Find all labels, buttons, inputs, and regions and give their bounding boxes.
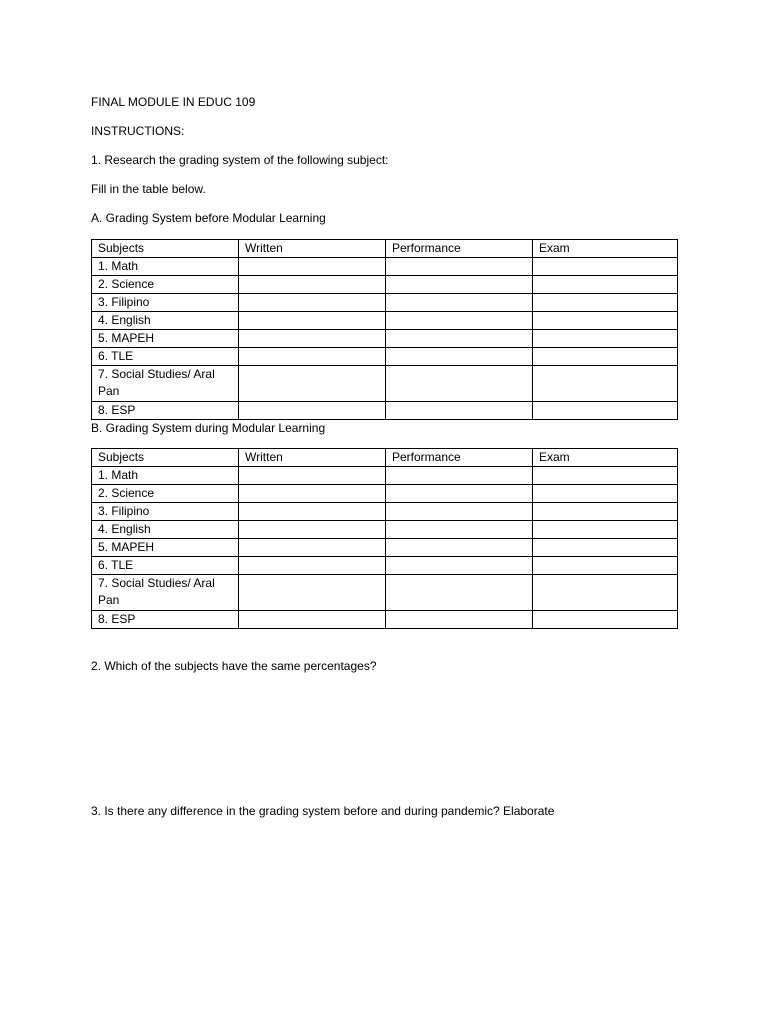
exam-cell[interactable] — [533, 366, 678, 402]
performance-cell[interactable] — [386, 348, 533, 366]
subject-cell: 1. Math — [92, 467, 239, 485]
table-row — [92, 402, 678, 420]
exam-cell[interactable] — [533, 312, 678, 330]
subject-cell: 8. ESP — [92, 611, 239, 629]
subject-cell: 6. TLE — [92, 557, 239, 575]
subject-cell: 2. Science — [92, 276, 239, 294]
table-row — [92, 294, 678, 312]
performance-cell[interactable] — [386, 467, 533, 485]
table-row — [92, 330, 678, 348]
written-cell[interactable] — [239, 294, 386, 312]
table-row — [92, 503, 678, 521]
header-performance: Performance — [386, 449, 533, 467]
table-row — [92, 467, 678, 485]
written-cell[interactable] — [239, 539, 386, 557]
written-cell[interactable] — [239, 575, 386, 611]
written-cell[interactable] — [239, 557, 386, 575]
subject-label: 7. Social Studies/ Aral Pan — [98, 576, 215, 607]
header-subjects: Subjects — [92, 449, 239, 467]
exam-cell[interactable] — [533, 348, 678, 366]
exam-cell[interactable] — [533, 467, 678, 485]
performance-cell[interactable] — [386, 485, 533, 503]
header-exam: Exam — [533, 449, 678, 467]
header-written: Written — [239, 240, 386, 258]
written-cell[interactable] — [239, 485, 386, 503]
table-header-row — [92, 449, 678, 467]
exam-cell[interactable] — [533, 294, 678, 312]
header-subjects: Subjects — [92, 240, 239, 258]
subject-cell: 1. Math — [92, 258, 239, 276]
exam-cell[interactable] — [533, 539, 678, 557]
table-row — [92, 258, 678, 276]
exam-cell[interactable] — [533, 575, 678, 611]
subject-cell: 2. Science — [92, 485, 239, 503]
subject-label: 7. Social Studies/ Aral Pan — [98, 367, 215, 398]
table-row — [92, 521, 678, 539]
written-cell[interactable] — [239, 258, 386, 276]
performance-cell[interactable] — [386, 521, 533, 539]
table-row — [92, 557, 678, 575]
subject-cell: 4. English — [92, 312, 239, 330]
table-row — [92, 575, 678, 611]
table-header-row — [92, 240, 678, 258]
written-cell[interactable] — [239, 348, 386, 366]
performance-cell[interactable] — [386, 402, 533, 420]
question-1: 1. Research the grading system of the following subject: — [91, 153, 389, 167]
table-row — [92, 539, 678, 557]
performance-cell[interactable] — [386, 539, 533, 557]
written-cell[interactable] — [239, 503, 386, 521]
table-row — [92, 312, 678, 330]
subject-cell: 3. Filipino — [92, 294, 239, 312]
table-row — [92, 485, 678, 503]
written-cell[interactable] — [239, 521, 386, 539]
exam-cell[interactable] — [533, 521, 678, 539]
header-written: Written — [239, 449, 386, 467]
performance-cell[interactable] — [386, 294, 533, 312]
exam-cell[interactable] — [533, 503, 678, 521]
performance-cell[interactable] — [386, 503, 533, 521]
written-cell[interactable] — [239, 366, 386, 402]
header-performance: Performance — [386, 240, 533, 258]
subject-cell: 6. TLE — [92, 348, 239, 366]
exam-cell[interactable] — [533, 611, 678, 629]
grading-table-before — [91, 239, 678, 420]
instructions-heading: INSTRUCTIONS: — [91, 124, 185, 138]
subject-cell: 8. ESP — [92, 402, 239, 420]
subject-cell: 3. Filipino — [92, 503, 239, 521]
exam-cell[interactable] — [533, 402, 678, 420]
section-a-heading: A. Grading System before Modular Learning — [91, 211, 326, 225]
subject-cell: 4. English — [92, 521, 239, 539]
table-row — [92, 611, 678, 629]
performance-cell[interactable] — [386, 575, 533, 611]
subject-cell: 5. MAPEH — [92, 330, 239, 348]
section-b-heading: B. Grading System during Modular Learning — [91, 421, 326, 435]
performance-cell[interactable] — [386, 330, 533, 348]
performance-cell[interactable] — [386, 366, 533, 402]
exam-cell[interactable] — [533, 557, 678, 575]
exam-cell[interactable] — [533, 258, 678, 276]
written-cell[interactable] — [239, 467, 386, 485]
written-cell[interactable] — [239, 611, 386, 629]
subject-cell: 5. MAPEH — [92, 539, 239, 557]
performance-cell[interactable] — [386, 276, 533, 294]
performance-cell[interactable] — [386, 258, 533, 276]
written-cell[interactable] — [239, 402, 386, 420]
exam-cell[interactable] — [533, 485, 678, 503]
exam-cell[interactable] — [533, 330, 678, 348]
written-cell[interactable] — [239, 276, 386, 294]
table-row — [92, 348, 678, 366]
fill-note: Fill in the table below. — [91, 182, 206, 196]
subject-cell — [92, 366, 239, 402]
table-row — [92, 276, 678, 294]
header-exam: Exam — [533, 240, 678, 258]
performance-cell[interactable] — [386, 312, 533, 330]
document-title: FINAL MODULE IN EDUC 109 — [91, 95, 256, 109]
exam-cell[interactable] — [533, 276, 678, 294]
written-cell[interactable] — [239, 312, 386, 330]
table-row — [92, 366, 678, 402]
performance-cell[interactable] — [386, 557, 533, 575]
written-cell[interactable] — [239, 330, 386, 348]
subject-cell — [92, 575, 239, 611]
performance-cell[interactable] — [386, 611, 533, 629]
grading-table-during — [91, 448, 678, 629]
question-3: 3. Is there any difference in the grading system before and during pandemic? Elaborate — [91, 804, 555, 818]
question-2: 2. Which of the subjects have the same percentages? — [91, 659, 377, 673]
